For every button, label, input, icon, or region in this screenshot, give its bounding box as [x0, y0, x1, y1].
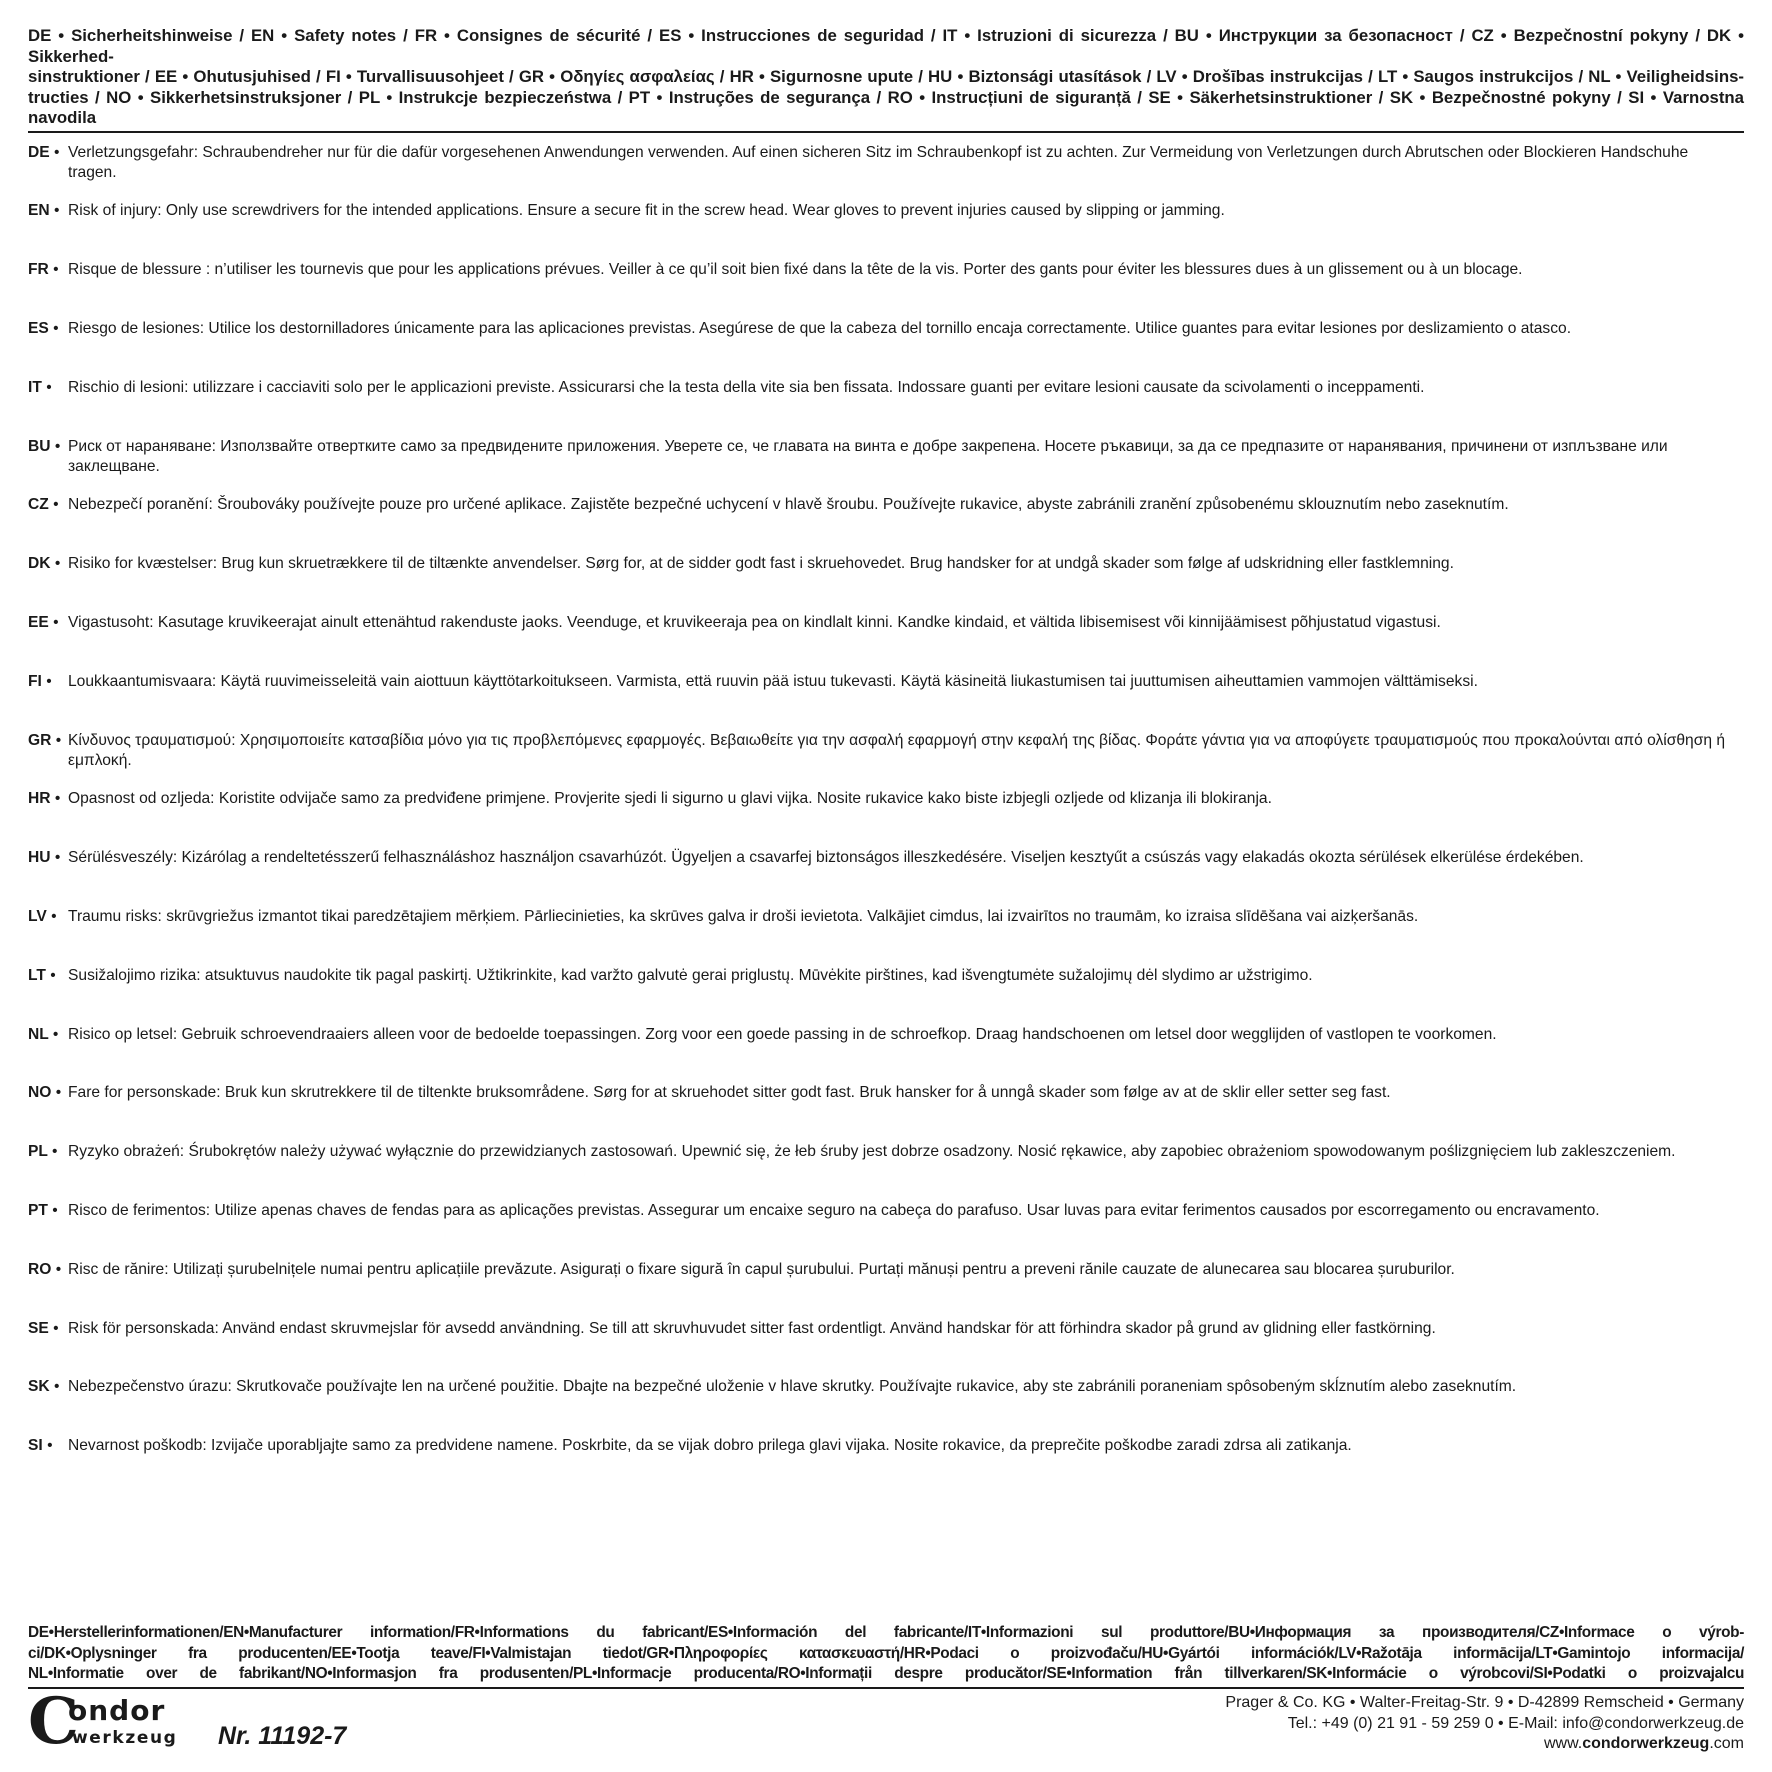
manufacturer-heading-line-2: ci/DK•Oplysninger fra producenten/EE•Tootja teave/FI•Valmistajan tiedot/GR•Πληροφορίες κατασκευαστή/HR•Podaci o proizvođaču/HU•Gyártói információk/LV•Ražotāja informācija/LT•Gamintojo informacija/ [28, 1644, 1744, 1662]
language-code [28, 495, 68, 516]
language-code [28, 907, 68, 928]
safety-note-ee [28, 613, 1744, 634]
language-code [28, 201, 68, 222]
safety-note-text: Nebezpečenstvo úrazu: Skrutkovače používajte len na určené použitie. Dbajte na bezpečné uloženie v hlave skrutky. Používajte rukavice, aby ste zabránili poraneniam spôsobeným skĺznutím alebo zaseknutím. [68, 1378, 1517, 1396]
language-code-label: NL [28, 1025, 49, 1043]
safety-notes-heading [28, 26, 1744, 133]
safety-note-text: Risc de rănire: Utilizați șurubelnițele numai pentru aplicațiile prevăzute. Asigurați o fixare sigură în capul șurubului. Purtați mănuși pentru a preveni rănile cauzate de alunecarea sau blocarea șuruburilor. [68, 1260, 1455, 1278]
safety-note-hr [28, 789, 1744, 810]
language-code [28, 966, 68, 987]
safety-note-text: Riesgo de lesiones: Utilice los destornilladores únicamente para las aplicaciones previstas. Asegúrese de que la cabeza del tornillo encaja correctamente. Utilice guantes para evitar lesiones por deslizamiento o atasco. [68, 319, 1572, 337]
bullet: • [54, 437, 61, 455]
language-code-label: IT [28, 378, 42, 396]
safety-note-text: Risiko for kvæstelser: Brug kun skruetrækkere til de tiltænkte anvendelser. Sørg for, at de sidder godt fast i skruehovedet. Brug handsker for at undgå skader som følge af udskridning eller fastklemning. [68, 555, 1454, 573]
language-code-label: ES [28, 319, 49, 337]
safety-note-text: Риск от нараняване: Използвайте отвертките само за предвидените приложения. Уверете се, че главата на винта е добре закрепена. Носете ръкавици, за да се предпазите от наранявания, причинени от изплъзване или заклещване. [68, 437, 1668, 475]
safety-note-text: Rischio di lesioni: utilizzare i cacciaviti solo per le applicazioni previste. Assicurarsi che la testa della vite sia ben fissata. Indossare guanti per evitare lesioni causate da scivolamenti o inceppamenti. [68, 378, 1425, 396]
language-code-label: LV [28, 907, 47, 925]
safety-note-text: Loukkaantumisvaara: Käytä ruuvimeisseleitä vain aiottuun käyttötarkoitukseen. Varmista, että ruuvin pää istuu tukevasti. Käytä käsineitä liukastumisen tai juuttumisen aiheuttamien vammojen välttämiseksi. [68, 672, 1478, 690]
safety-note-nl [28, 1025, 1744, 1046]
language-code [28, 672, 68, 693]
safety-note-lv [28, 907, 1744, 928]
bullet: • [55, 1260, 62, 1278]
safety-note-text: Susižalojimo rizika: atsuktuvus naudokite tik pagal paskirtį. Užtikrinkite, kad varžto galvutė gerai priglustų. Mūvėkite pirštines, kad išvengtumėte sužalojimų dėl slydimo ar užstrigimo. [68, 966, 1313, 984]
safety-note-bu [28, 437, 1744, 478]
safety-note-dk [28, 554, 1744, 575]
website-suffix: .com [1709, 1735, 1744, 1752]
safety-note-en [28, 201, 1744, 222]
manufacturer-info-heading [28, 1623, 1744, 1689]
safety-note-fi [28, 672, 1744, 693]
language-code-label: PT [28, 1201, 48, 1219]
language-code [28, 1083, 68, 1104]
bullet: • [51, 907, 57, 925]
language-code [28, 1319, 68, 1340]
safety-note-pl [28, 1142, 1744, 1163]
safety-note-text: Risk för personskada: Använd endast skruvmejslar för avsedd användning. Se till att skruvhuvudet sitter fast ordentligt. Använd handskar för att förhindra skador på grund av glidning eller fastkörning. [68, 1319, 1436, 1337]
website-domain: condorwerkzeug [1582, 1735, 1710, 1752]
bullet: • [52, 1143, 58, 1161]
bullet: • [47, 1437, 53, 1455]
language-code [28, 1260, 68, 1281]
language-code [28, 731, 68, 772]
language-code-label: EE [28, 613, 49, 631]
language-code-label: SK [28, 1378, 50, 1396]
language-code-label: LT [28, 966, 46, 984]
safety-note-gr [28, 731, 1744, 772]
logo-word-werkzeug: werkzeug [72, 1728, 178, 1748]
safety-note-hu [28, 848, 1744, 869]
bullet: • [53, 496, 59, 514]
language-code [28, 1142, 68, 1163]
language-code-label: PL [28, 1143, 48, 1161]
bullet: • [53, 261, 59, 279]
safety-note-it [28, 378, 1744, 399]
safety-note-se [28, 1319, 1744, 1340]
language-code [28, 378, 68, 399]
bullet: • [55, 731, 62, 749]
bullet: • [54, 143, 60, 161]
bullet: • [46, 378, 52, 396]
bullet: • [54, 202, 60, 220]
bullet: • [54, 555, 61, 573]
language-code-label: FR [28, 261, 49, 279]
safety-note-fr [28, 260, 1744, 281]
bullet: • [52, 1025, 59, 1043]
language-code [28, 789, 68, 810]
condor-logo [28, 1684, 198, 1759]
language-code-label: NO [28, 1084, 52, 1102]
company-website[interactable] [1225, 1734, 1744, 1755]
safety-note-text: Ryzyko obrażeń: Śrubokrętów należy używać wyłącznie do przewidzianych zastosowań. Upewnić się, że łeb śruby jest dobrze osadzony. Nosić rękawice, aby zapobiec obrażeniom spowodowanym poślizgnięciem lub zakleszczeniem. [68, 1143, 1676, 1161]
language-code [28, 613, 68, 634]
bullet: • [53, 613, 59, 631]
bullet: • [52, 1201, 58, 1219]
safety-note-text: Sérülésveszély: Kizárólag a rendeltetésszerű felhasználáshoz használjon csavarhúzót. Ügyeljen a csavarfej biztonságos illeszkedésére. Viseljen kesztyűt a csúszás vagy elakadás okozta sérülések elkerülése érdekében. [68, 849, 1584, 867]
bullet: • [55, 1084, 62, 1102]
language-code-label: SE [28, 1319, 49, 1337]
language-code-label: HU [28, 849, 51, 867]
safety-note-si [28, 1436, 1744, 1457]
safety-note-ro [28, 1260, 1744, 1281]
language-code-label: BU [28, 437, 51, 455]
heading-line-3: tructies / NO • Sikkerhetsinstruksjoner / PL • Instrukcje bezpieczeństwa / PT • Instruções de segurança / RO • Instrucțiuni de siguranță / SE • Säkerhetsinstruktioner / SK • Bezpečnostné pokyny / SI • Varnostna navodila [28, 87, 1744, 127]
safety-note-text: Risque de blessure : n’utiliser les tournevis que pour les applications prévues. Veiller à ce qu’il soit bien fixé dans la tête de la vis. Porter des gants pour éviter les blessures dues à un glissement ou à un blocage. [68, 261, 1523, 279]
heading-line-1: DE • Sicherheitshinweise / EN • Safety notes / FR • Consignes de sécurité / ES • Instrucciones de seguridad / IT • Istruzioni di sicurezza / BU • Инструкции за безопасност / CZ • Bezpečnostní pokyny / DK • Sikkerhed- [28, 26, 1744, 66]
language-code-label: FI [28, 672, 42, 690]
safety-note-text: Risco de ferimentos: Utilize apenas chaves de fendas para as aplicações previstas. Assegurar um encaixe seguro na cabeça do parafuso. Usar luvas para evitar ferimentos causados por escorregamento ou encravamento. [68, 1201, 1600, 1219]
language-code [28, 319, 68, 340]
language-code-label: HR [28, 790, 51, 808]
safety-note-de [28, 143, 1744, 184]
safety-note-text: Fare for personskade: Bruk kun skrutrekkere til de tiltenkte bruksområdene. Sørg for at skruehodet sitter godt fast. Bruk hansker for å unngå skader som følge av at de sklir eller setter seg fast. [68, 1084, 1391, 1102]
language-code-label: DE [28, 143, 50, 161]
safety-note-text: Traumu risks: skrūvgriežus izmantot tikai paredzētajiem mērķiem. Pārliecinieties, ka skrūves galva ir droši ievietota. Valkājiet cimdus, lai izvairītos no traumām, ko izraisa slīdēšana vai aizķeršanās. [68, 907, 1419, 925]
website-prefix: www. [1543, 1735, 1583, 1752]
safety-note-text: Κίνδυνος τραυματισμού: Χρησιμοποιείτε κατσαβίδια μόνο για τις προβλεπόμενες εφαρμογές. Βεβαιωθείτε για την ασφαλή εφαρμογή στην κεφαλή της βίδας. Φοράτε γάντια για να αποφύγετε τραυματισμούς που προκαλούνται από ολίσθηση ή εμπλοκή. [68, 731, 1726, 769]
language-code [28, 1201, 68, 1222]
language-code-label: GR [28, 731, 52, 749]
bullet: • [53, 319, 59, 337]
language-code [28, 1436, 68, 1457]
bullet: • [54, 790, 61, 808]
language-code-label: RO [28, 1260, 52, 1278]
logo-word-ondor: ondor [68, 1694, 166, 1727]
language-code [28, 554, 68, 575]
language-code-label: DK [28, 555, 51, 573]
bullet: • [46, 672, 52, 690]
safety-note-sk [28, 1377, 1744, 1398]
language-code-label: CZ [28, 496, 49, 514]
language-code [28, 848, 68, 869]
language-code [28, 143, 68, 184]
safety-note-cz [28, 495, 1744, 516]
document-page [28, 26, 1744, 1455]
manufacturer-heading-line-3: NL•Informatie over de fabrikant/NO•Informasjon fra produsenten/PL•Informacje producenta/RO•Informații despre producător/SE•Information från tillverkaren/SK•Informácie o výrobcovi/SI•Podatki o proizvajalcu [28, 1665, 1744, 1682]
bullet: • [50, 966, 56, 984]
bullet: • [54, 849, 61, 867]
company-contact: Tel.: +49 (0) 21 91 - 59 259 0 • E-Mail: info@condorwerkzeug.de [1287, 1714, 1744, 1732]
language-code [28, 1025, 68, 1046]
bullet: • [53, 1319, 59, 1337]
language-code [28, 437, 68, 478]
safety-note-text: Nevarnost poškodb: Izvijače uporabljajte samo za predvidene namene. Poskrbite, da se vijak dobro prilega glavi vijaka. Nosite rokavice, da preprečite poškodbe zaradi zdrsa ali zatikanja. [68, 1437, 1352, 1455]
safety-note-text: Verletzungsgefahr: Schraubendreher nur für die dafür vorgesehenen Anwendungen verwenden. Auf einen sicheren Sitz im Schraubenkopf ist zu achten. Zur Vermeidung von Verletzungen durch Abrutschen oder Blockieren Handschuhe tragen. [68, 143, 1689, 181]
company-address: Prager & Co. KG • Walter-Freitag-Str. 9 • D-42899 Remscheid • Germany [1225, 1694, 1744, 1711]
language-code-label: SI [28, 1437, 43, 1455]
safety-note-text: Risico op letsel: Gebruik schroevendraaiers alleen voor de bedoelde toepassingen. Zorg voor een goede passing in de schroefkop. Draag handschoenen om letsel door wegglijden of vastlopen te voorkomen. [68, 1025, 1497, 1043]
article-number: Nr. 11192-7 [218, 1722, 347, 1750]
safety-note-no [28, 1083, 1744, 1104]
bullet: • [54, 1378, 60, 1396]
safety-note-text: Opasnost od ozljeda: Koristite odvijače samo za predviđene primjene. Provjerite sjedi li sigurno u glavi vijka. Nosite rukavice kako biste izbjegli ozljede od klizanja ili blokiranja. [68, 790, 1272, 808]
safety-note-text: Vigastusoht: Kasutage kruvikeerajat ainult ettenähtud rakenduste jaoks. Veenduge, et kruvikeeraja pea on kindlalt kinni. Kandke kindaid, et vältida libisemisest või kinnijäämisest põhjustatud vigastusi. [68, 613, 1441, 631]
safety-note-text: Risk of injury: Only use screwdrivers for the intended applications. Ensure a secure fit in the screw head. Wear gloves to prevent injuries caused by slipping or jamming. [68, 202, 1225, 220]
logo-letter-c: C [28, 1684, 79, 1759]
company-info [1225, 1693, 1744, 1755]
language-code [28, 260, 68, 281]
language-code-label: EN [28, 202, 50, 220]
heading-line-2: sinstruktioner / EE • Ohutusjuhised / FI • Turvallisuusohjeet / GR • Οδηγίες ασφαλείας / HR • Sigurnosne upute / HU • Biztonsági utasítások / LV • Drošības instrukcijas / LT • Saugos instrukcijos / NL • Veiligheidsins- [28, 67, 1744, 86]
safety-note-es [28, 319, 1744, 340]
safety-note-lt [28, 966, 1744, 987]
safety-note-pt [28, 1201, 1744, 1222]
manufacturer-heading-line-1: DE•Herstellerinformationen/EN•Manufacturer information/FR•Informations du fabricant/ES•Información del fabricante/IT•Informazioni sul produttore/BU•Информация за производителя/CZ•Informace o výrob- [28, 1624, 1744, 1641]
safety-note-text: Nebezpečí poranění: Šroubováky používejte pouze pro určené aplikace. Zajistěte bezpečné uchycení v hlavě šroubu. Používejte rukavice, abyste zabránili zranění způsobenému sklouznutím nebo zaseknutím. [68, 496, 1509, 514]
language-code [28, 1377, 68, 1398]
